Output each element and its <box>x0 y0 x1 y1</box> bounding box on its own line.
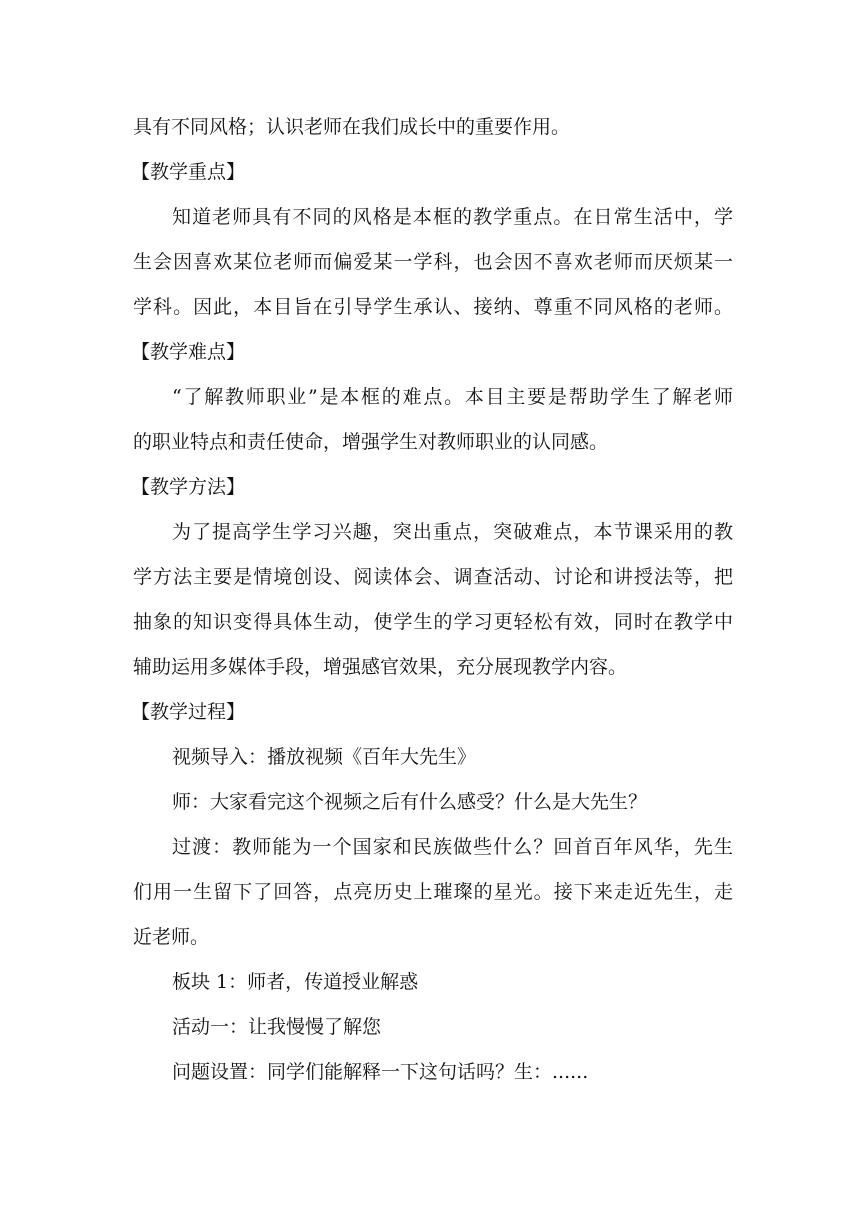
text-line-transition-1: 过渡：教师能为一个国家和民族做些什么？回首百年风华，先生 <box>172 836 733 858</box>
text-line-method-2: 学方法主要是情境创设、阅读体会、调查活动、讨论和讲授法等，把 <box>133 566 733 588</box>
text-line-focus-2: 生会因喜欢某位老师而偏爱某一学科，也会因不喜欢老师而厌烦某一 <box>133 251 733 273</box>
text-line-teacher-question: 师：大家看完这个视频之后有什么感受？什么是大先生？ <box>172 791 648 813</box>
text-line-method-3: 抽象的知识变得具体生动，使学生的学习更轻松有效，同时在教学中 <box>133 611 733 633</box>
text-line-transition-2: 们用一生留下了回答，点亮历史上璀璨的星光。接下来走近先生，走 <box>133 881 733 903</box>
text-line-focus-3: 学科。因此，本目旨在引导学生承认、接纳、尊重不同风格的老师。 <box>133 296 733 318</box>
heading-teaching-method: 【教学方法】 <box>131 476 246 498</box>
text-line-focus-1: 知道老师具有不同的风格是本框的教学重点。在日常生活中，学 <box>172 206 733 228</box>
heading-teaching-difficulty: 【教学难点】 <box>131 341 246 363</box>
text-line-activity-1: 活动一：让我慢慢了解您 <box>172 1016 382 1038</box>
text-line-method-1: 为了提高学生学习兴趣，突出重点，突破难点，本节课采用的教 <box>172 521 733 543</box>
text-line-difficulty-2: 的职业特点和责任使命，增强学生对教师职业的认同感。 <box>133 431 609 453</box>
text-line-intro: 具有不同风格；认识老师在我们成长中的重要作用。 <box>133 116 571 138</box>
text-line-difficulty-1: “了解教师职业”是本框的难点。本目主要是帮助学生了解老师 <box>172 386 733 408</box>
text-line-transition-3: 近老师。 <box>133 926 210 948</box>
heading-teaching-process: 【教学过程】 <box>131 701 246 723</box>
text-line-section-1: 板块 1：师者，传道授业解惑 <box>172 971 419 993</box>
text-line-question-setup: 问题设置：同学们能解释一下这句话吗？生：...... <box>172 1061 589 1083</box>
text-line-video-intro: 视频导入：播放视频《百年大先生》 <box>172 746 477 768</box>
heading-teaching-focus: 【教学重点】 <box>131 161 246 183</box>
text-line-method-4: 辅助运用多媒体手段，增强感官效果，充分展现教学内容。 <box>133 656 628 678</box>
